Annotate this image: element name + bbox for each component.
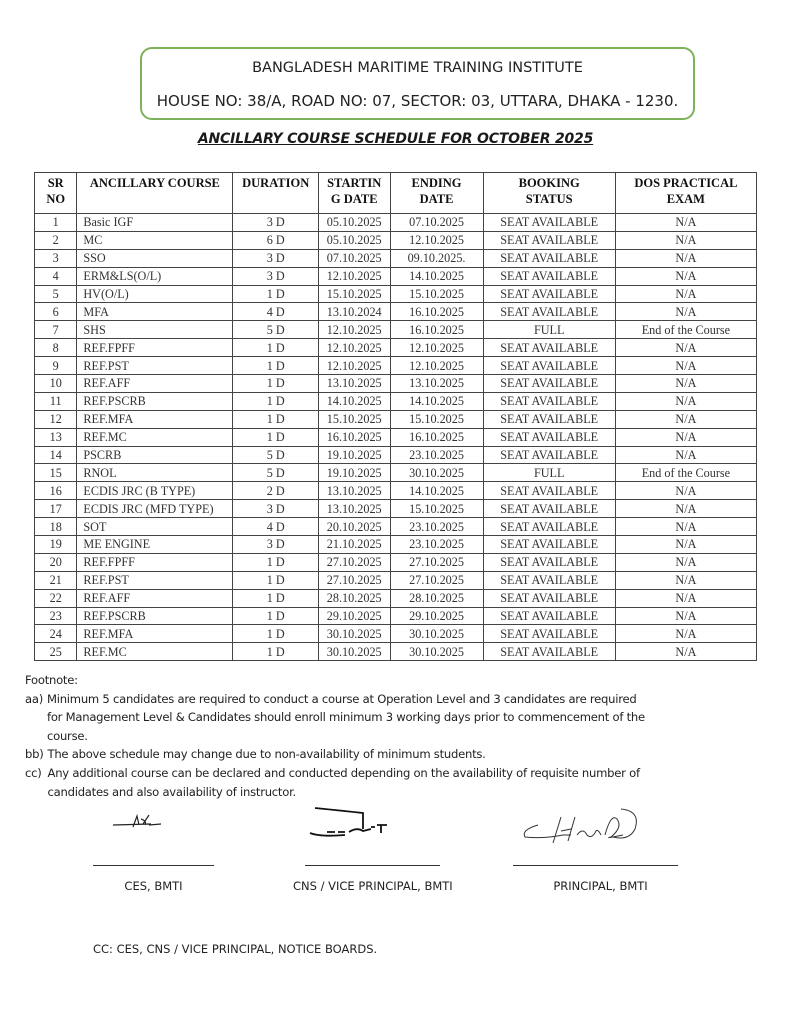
cell-course: ECDIS JRC (B TYPE) (77, 482, 233, 500)
table-row (35, 607, 757, 625)
cell-sr-no: 22 (35, 589, 77, 607)
header-booking-status (483, 173, 615, 214)
header-text-line: STARTIN (327, 176, 382, 190)
footnote-text: Any additional course can be declared and conducted depending on the availability of requisite number of candidates and also availability of instructor. (47, 765, 640, 799)
table-row (35, 410, 757, 428)
signatory-title: PRINCIPAL, BMTI (553, 879, 648, 893)
header-ancillary-course (77, 173, 233, 214)
cell-start-date: 13.10.2025 (318, 500, 390, 518)
cell-booking-status: SEAT AVAILABLE (483, 607, 615, 625)
cell-start-date: 07.10.2025 (318, 249, 390, 267)
cell-duration: 5 D (233, 464, 319, 482)
cell-duration: 4 D (233, 303, 319, 321)
signature-principal-image (513, 805, 678, 863)
cell-end-date: 23.10.2025 (390, 536, 483, 554)
cell-sr-no: 23 (35, 607, 77, 625)
cell-dos-exam: N/A (615, 339, 756, 357)
header-text-line: SR (47, 176, 64, 190)
cell-duration: 1 D (233, 571, 319, 589)
table-body (35, 214, 757, 661)
cell-sr-no: 16 (35, 482, 77, 500)
cell-dos-exam: N/A (615, 214, 756, 232)
cell-end-date: 15.10.2025 (390, 285, 483, 303)
cell-end-date: 27.10.2025 (390, 571, 483, 589)
cell-duration: 1 D (233, 643, 319, 661)
cell-dos-exam: N/A (615, 428, 756, 446)
cell-duration: 3 D (233, 249, 319, 267)
table-row (35, 231, 757, 249)
cell-end-date: 16.10.2025 (390, 303, 483, 321)
cell-duration: 1 D (233, 428, 319, 446)
cell-booking-status: FULL (483, 321, 615, 339)
cell-dos-exam: End of the Course (615, 321, 756, 339)
cell-sr-no: 2 (35, 231, 77, 249)
cell-course: PSCRB (77, 446, 233, 464)
cell-dos-exam: N/A (615, 285, 756, 303)
cell-course: MC (77, 231, 233, 249)
cell-course: REF.PSCRB (77, 607, 233, 625)
cell-booking-status: FULL (483, 464, 615, 482)
cell-dos-exam: N/A (615, 267, 756, 285)
cell-sr-no: 5 (35, 285, 77, 303)
cell-start-date: 14.10.2025 (318, 392, 390, 410)
cell-duration: 1 D (233, 410, 319, 428)
table-row (35, 321, 757, 339)
cell-sr-no: 12 (35, 410, 77, 428)
header-text-line: STATUS (525, 192, 573, 206)
cell-start-date: 30.10.2025 (318, 625, 390, 643)
cell-duration: 1 D (233, 392, 319, 410)
table-row (35, 285, 757, 303)
cell-duration: 1 D (233, 357, 319, 375)
cell-start-date: 13.10.2025 (318, 375, 390, 393)
cell-start-date: 27.10.2025 (318, 553, 390, 571)
cell-end-date: 15.10.2025 (390, 410, 483, 428)
table-row (35, 571, 757, 589)
table-row (35, 357, 757, 375)
cell-booking-status: SEAT AVAILABLE (483, 518, 615, 536)
cell-start-date: 20.10.2025 (318, 518, 390, 536)
cell-sr-no: 15 (35, 464, 77, 482)
cell-duration: 1 D (233, 589, 319, 607)
cell-booking-status: SEAT AVAILABLE (483, 536, 615, 554)
cell-booking-status: SEAT AVAILABLE (483, 339, 615, 357)
cell-duration: 3 D (233, 536, 319, 554)
cell-start-date: 12.10.2025 (318, 339, 390, 357)
cell-start-date: 13.10.2025 (318, 482, 390, 500)
cell-booking-status: SEAT AVAILABLE (483, 589, 615, 607)
cell-end-date: 23.10.2025 (390, 446, 483, 464)
cell-end-date: 07.10.2025 (390, 214, 483, 232)
cell-sr-no: 6 (35, 303, 77, 321)
cell-end-date: 15.10.2025 (390, 500, 483, 518)
table-row (35, 643, 757, 661)
cell-end-date: 23.10.2025 (390, 518, 483, 536)
footnote-item-cc (25, 764, 645, 801)
cell-booking-status: SEAT AVAILABLE (483, 267, 615, 285)
cell-dos-exam: N/A (615, 571, 756, 589)
cell-start-date: 21.10.2025 (318, 536, 390, 554)
cell-dos-exam: N/A (615, 446, 756, 464)
cell-sr-no: 17 (35, 500, 77, 518)
cell-course: SOT (77, 518, 233, 536)
cell-sr-no: 25 (35, 643, 77, 661)
table-row (35, 303, 757, 321)
cell-dos-exam: N/A (615, 643, 756, 661)
cell-end-date: 12.10.2025 (390, 339, 483, 357)
cell-end-date: 16.10.2025 (390, 428, 483, 446)
table-row (35, 464, 757, 482)
table-header-row (35, 173, 757, 214)
cell-duration: 3 D (233, 214, 319, 232)
cell-start-date: 12.10.2025 (318, 267, 390, 285)
cell-end-date: 14.10.2025 (390, 482, 483, 500)
cc-line: CC: CES, CNS / VICE PRINCIPAL, NOTICE BOARDS. (93, 942, 378, 956)
table-row (35, 214, 757, 232)
cell-duration: 1 D (233, 375, 319, 393)
cell-start-date: 05.10.2025 (318, 214, 390, 232)
cell-course: REF.FPFF (77, 339, 233, 357)
cell-start-date: 30.10.2025 (318, 643, 390, 661)
footnote-item-bb (25, 745, 645, 764)
cell-course: REF.FPFF (77, 553, 233, 571)
cell-sr-no: 19 (35, 536, 77, 554)
cell-course: ERM&LS(O/L) (77, 267, 233, 285)
cell-course: REF.MFA (77, 410, 233, 428)
cell-start-date: 27.10.2025 (318, 571, 390, 589)
cell-booking-status: SEAT AVAILABLE (483, 375, 615, 393)
header-text-line: DATE (419, 192, 454, 206)
table-row (35, 589, 757, 607)
cell-duration: 3 D (233, 267, 319, 285)
cell-course: MFA (77, 303, 233, 321)
cell-course: RNOL (77, 464, 233, 482)
cell-dos-exam: N/A (615, 589, 756, 607)
cell-sr-no: 1 (35, 214, 77, 232)
cell-start-date: 15.10.2025 (318, 285, 390, 303)
table-row (35, 392, 757, 410)
header-text-line: G DATE (330, 192, 378, 206)
header-text-line: ANCILLARY COURSE (89, 176, 220, 190)
cell-course: HV(O/L) (77, 285, 233, 303)
table-row (35, 625, 757, 643)
cell-booking-status: SEAT AVAILABLE (483, 428, 615, 446)
signatory-title: CNS / VICE PRINCIPAL, BMTI (293, 879, 453, 893)
cell-end-date: 16.10.2025 (390, 321, 483, 339)
cell-booking-status: SEAT AVAILABLE (483, 500, 615, 518)
header-dos-practical-exam (615, 173, 756, 214)
cell-dos-exam: N/A (615, 249, 756, 267)
cell-end-date: 14.10.2025 (390, 267, 483, 285)
cell-duration: 2 D (233, 482, 319, 500)
cell-sr-no: 20 (35, 553, 77, 571)
table-row (35, 249, 757, 267)
cell-end-date: 14.10.2025 (390, 392, 483, 410)
cell-course: REF.AFF (77, 589, 233, 607)
cell-booking-status: SEAT AVAILABLE (483, 249, 615, 267)
cell-booking-status: SEAT AVAILABLE (483, 392, 615, 410)
cell-dos-exam: N/A (615, 392, 756, 410)
cell-end-date: 30.10.2025 (390, 625, 483, 643)
footnote-label: bb) (25, 747, 44, 762)
cell-dos-exam: N/A (615, 625, 756, 643)
cell-start-date: 16.10.2025 (318, 428, 390, 446)
document-title: ANCILLARY COURSE SCHEDULE FOR OCTOBER 2025 (197, 131, 594, 147)
footnote-section (25, 671, 645, 801)
cell-dos-exam: N/A (615, 482, 756, 500)
cell-duration: 1 D (233, 553, 319, 571)
cell-duration: 4 D (233, 518, 319, 536)
cell-duration: 1 D (233, 285, 319, 303)
cell-sr-no: 24 (35, 625, 77, 643)
header-duration (233, 173, 319, 214)
header-text-line: EXAM (666, 192, 705, 206)
cell-course: ME ENGINE (77, 536, 233, 554)
cell-dos-exam: N/A (615, 536, 756, 554)
header-starting-date (318, 173, 390, 214)
cell-duration: 1 D (233, 607, 319, 625)
table-row (35, 500, 757, 518)
header-text-line: ENDING (411, 176, 462, 190)
cell-booking-status: SEAT AVAILABLE (483, 231, 615, 249)
cell-booking-status: SEAT AVAILABLE (483, 625, 615, 643)
cell-start-date: 12.10.2025 (318, 357, 390, 375)
cell-sr-no: 13 (35, 428, 77, 446)
cell-booking-status: SEAT AVAILABLE (483, 446, 615, 464)
table-row (35, 339, 757, 357)
cell-sr-no: 10 (35, 375, 77, 393)
cell-booking-status: SEAT AVAILABLE (483, 643, 615, 661)
cell-end-date: 28.10.2025 (390, 589, 483, 607)
cell-course: REF.MFA (77, 625, 233, 643)
cell-start-date: 28.10.2025 (318, 589, 390, 607)
cell-booking-status: SEAT AVAILABLE (483, 214, 615, 232)
table-row (35, 518, 757, 536)
cell-end-date: 12.10.2025 (390, 357, 483, 375)
cell-course: SHS (77, 321, 233, 339)
cell-end-date: 30.10.2025 (390, 643, 483, 661)
table-row (35, 482, 757, 500)
cell-course: REF.PST (77, 571, 233, 589)
institute-address: HOUSE NO: 38/A, ROAD NO: 07, SECTOR: 03, UTTARA, DHAKA - 1230. (156, 92, 679, 110)
footnote-heading: Footnote: (25, 673, 78, 687)
table-row (35, 536, 757, 554)
cell-duration: 1 D (233, 625, 319, 643)
cell-sr-no: 11 (35, 392, 77, 410)
cell-dos-exam: N/A (615, 303, 756, 321)
cell-booking-status: SEAT AVAILABLE (483, 482, 615, 500)
cell-end-date: 12.10.2025 (390, 231, 483, 249)
signature-line (513, 865, 678, 866)
cell-course: Basic IGF (77, 214, 233, 232)
cell-booking-status: SEAT AVAILABLE (483, 571, 615, 589)
cell-course: REF.MC (77, 643, 233, 661)
course-schedule-table (34, 172, 757, 661)
cell-sr-no: 9 (35, 357, 77, 375)
cell-start-date: 19.10.2025 (318, 464, 390, 482)
cell-course: REF.PSCRB (77, 392, 233, 410)
cell-course: REF.MC (77, 428, 233, 446)
cell-dos-exam: N/A (615, 375, 756, 393)
cell-dos-exam: N/A (615, 518, 756, 536)
footnote-label: cc) (25, 765, 42, 780)
institute-name: BANGLADESH MARITIME TRAINING INSTITUTE (252, 60, 583, 76)
table-row (35, 446, 757, 464)
cell-sr-no: 4 (35, 267, 77, 285)
cell-course: REF.AFF (77, 375, 233, 393)
cell-booking-status: SEAT AVAILABLE (483, 303, 615, 321)
cell-duration: 1 D (233, 339, 319, 357)
footnote-text: Minimum 5 candidates are required to conduct a course at Operation Level and 3 candidates are required for Management Level & Candidates should enroll minimum 3 working days prior to commencement of the course. (46, 691, 645, 743)
cell-booking-status: SEAT AVAILABLE (483, 410, 615, 428)
signatory-title: CES, BMTI (124, 879, 183, 893)
footnote-text: The above schedule may change due to non-availability of minimum students. (47, 747, 486, 762)
cell-dos-exam: N/A (615, 553, 756, 571)
footnote-label: aa) (25, 691, 43, 706)
cell-course: SSO (77, 249, 233, 267)
cell-start-date: 15.10.2025 (318, 410, 390, 428)
cell-duration: 6 D (233, 231, 319, 249)
cell-booking-status: SEAT AVAILABLE (483, 285, 615, 303)
cell-sr-no: 3 (35, 249, 77, 267)
signatory-ces (93, 805, 214, 893)
cell-booking-status: SEAT AVAILABLE (483, 553, 615, 571)
header-sr-no (35, 173, 77, 214)
cell-end-date: 29.10.2025 (390, 607, 483, 625)
signature-cns-image (305, 805, 440, 863)
cell-end-date: 27.10.2025 (390, 553, 483, 571)
cell-dos-exam: N/A (615, 357, 756, 375)
cell-start-date: 19.10.2025 (318, 446, 390, 464)
cell-start-date: 13.10.2024 (318, 303, 390, 321)
table-row (35, 267, 757, 285)
cell-duration: 5 D (233, 321, 319, 339)
header-text-line: DOS PRACTICAL (634, 176, 738, 190)
header-text-line: DURATION (242, 176, 310, 190)
cell-dos-exam: N/A (615, 607, 756, 625)
cell-dos-exam: N/A (615, 231, 756, 249)
cell-course: ECDIS JRC (MFD TYPE) (77, 500, 233, 518)
header-text-line: BOOKING (518, 176, 580, 190)
signature-ces-image (93, 805, 214, 863)
signature-line (305, 865, 440, 866)
cell-sr-no: 21 (35, 571, 77, 589)
table-row (35, 553, 757, 571)
cell-course: REF.PST (77, 357, 233, 375)
cell-sr-no: 7 (35, 321, 77, 339)
table-row (35, 375, 757, 393)
header-text-line: NO (46, 192, 66, 206)
cell-end-date: 09.10.2025. (390, 249, 483, 267)
cell-dos-exam: End of the Course (615, 464, 756, 482)
signatory-principal (513, 805, 678, 893)
cell-end-date: 30.10.2025 (390, 464, 483, 482)
signature-line (93, 865, 214, 866)
table-row (35, 428, 757, 446)
cell-sr-no: 18 (35, 518, 77, 536)
cell-dos-exam: N/A (615, 410, 756, 428)
cell-duration: 3 D (233, 500, 319, 518)
footnote-item-aa (25, 690, 645, 746)
cell-start-date: 05.10.2025 (318, 231, 390, 249)
cell-start-date: 29.10.2025 (318, 607, 390, 625)
header-ending-date (390, 173, 483, 214)
cell-dos-exam: N/A (615, 500, 756, 518)
cell-start-date: 12.10.2025 (318, 321, 390, 339)
institute-header-box (140, 47, 695, 120)
signatory-vice-principal (293, 805, 453, 893)
cell-end-date: 13.10.2025 (390, 375, 483, 393)
cell-sr-no: 14 (35, 446, 77, 464)
cell-booking-status: SEAT AVAILABLE (483, 357, 615, 375)
cell-sr-no: 8 (35, 339, 77, 357)
cell-duration: 5 D (233, 446, 319, 464)
